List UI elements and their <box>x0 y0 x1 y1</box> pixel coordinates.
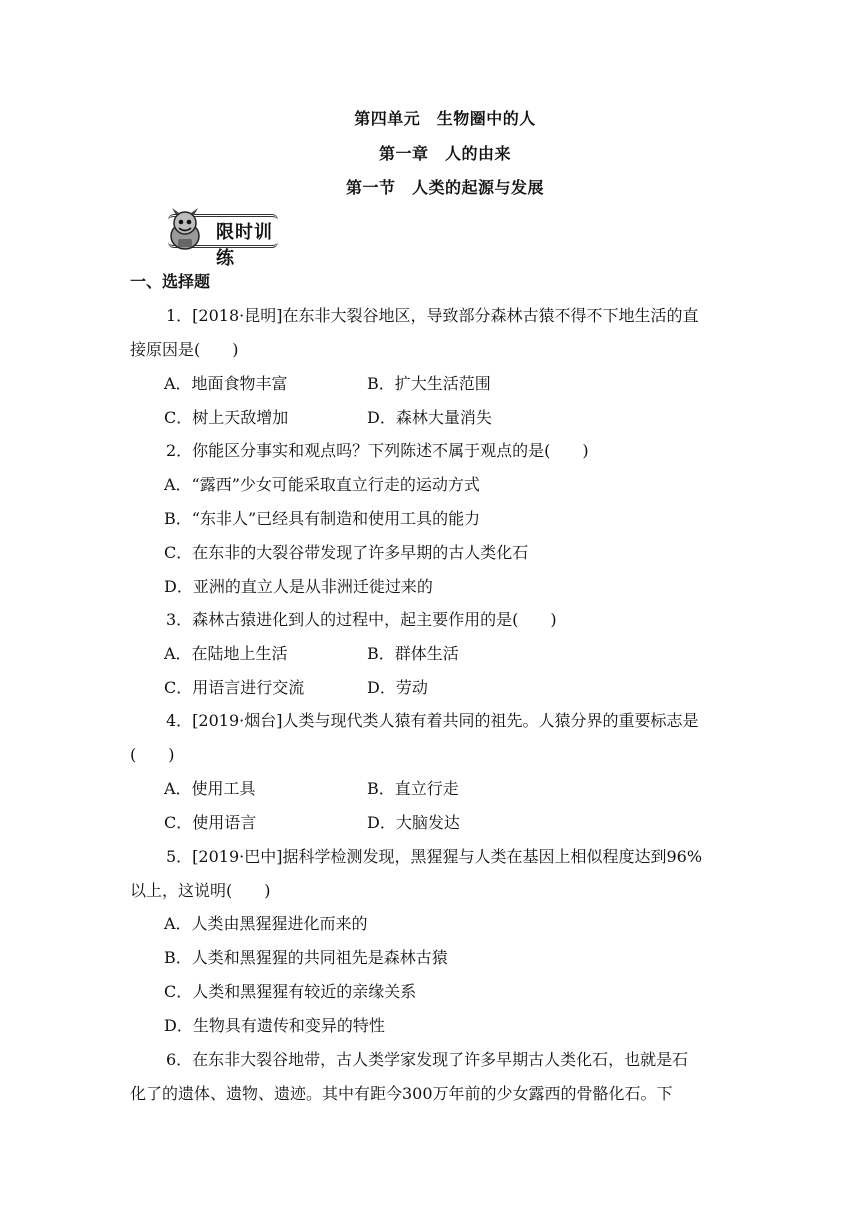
option-b: B．直立行走 <box>367 779 459 798</box>
option-a: A．“露西”少女可能采取直立行走的运动方式 <box>164 475 480 494</box>
option-a: A．使用工具 <box>164 779 256 798</box>
badge-label: 限时训练 <box>216 222 273 269</box>
option-b: B．人类和黑猩猩的共同祖先是森林古猿 <box>164 948 448 967</box>
option-c: C．人类和黑猩猩有较近的亲缘关系 <box>164 982 417 1001</box>
question-4-option-row <box>130 813 774 833</box>
question-2-line-1: 2．你能区分事实和观点吗？下列陈述不属于观点的是( ) <box>166 441 589 460</box>
option-c: C．用语言进行交流 <box>164 678 305 697</box>
cartoon-mascot-icon <box>162 206 208 252</box>
question-5-line-1: 5．[2019·巴中]据科学检测发现，黑猩猩与人类在基因上相似程度达到96% <box>166 847 703 866</box>
timed-practice-badge <box>160 204 282 269</box>
option-a: A．地面食物丰富 <box>164 374 288 393</box>
option-d: D．亚洲的直立人是从非洲迁徙过来的 <box>164 577 433 596</box>
option-b: B．“东非人”已经具有制造和使用工具的能力 <box>164 509 481 528</box>
question-3-option-row <box>130 678 774 698</box>
option-d: D．森林大量消失 <box>367 408 492 427</box>
question-3-line-1: 3．森林古猿进化到人的过程中，起主要作用的是( ) <box>166 610 557 629</box>
question-6-line-2: 化了的遗体、遗物、遗迹。其中有距今300万年前的少女露西的骨骼化石。下 <box>130 1084 673 1103</box>
option-a: A．人类由黑猩猩进化而来的 <box>164 914 368 933</box>
option-c: C．使用语言 <box>164 813 257 832</box>
option-d: D．生物具有遗传和变异的特性 <box>164 1016 385 1035</box>
question-4-option-row <box>130 779 774 799</box>
option-b: B．扩大生活范围 <box>367 374 491 393</box>
section-title: 第一节 人类的起源与发展 <box>345 178 544 197</box>
option-b: B．群体生活 <box>367 644 459 663</box>
question-1-line-2: 接原因是( ) <box>130 340 239 359</box>
chapter-title: 第一章 人的由来 <box>378 144 511 163</box>
question-6-line-1: 6．在东非大裂谷地带，古人类学家发现了许多早期古人类化石，也就是石 <box>166 1050 689 1069</box>
option-c: C．树上天敌增加 <box>164 408 289 427</box>
unit-title: 第四单元 生物圈中的人 <box>354 109 536 128</box>
question-4-line-1: 4．[2019·烟台]人类与现代类人猿有着共同的祖先。人猿分界的重要标志是 <box>166 711 699 730</box>
question-4-line-2: ( ) <box>130 745 175 764</box>
question-1-line-1: 1．[2018·昆明]在东非大裂谷地区，导致部分森林古猿不得不下地生活的直 <box>166 306 699 325</box>
question-5-line-2: 以上，这说明( ) <box>130 881 271 900</box>
option-d: D．劳动 <box>367 678 428 697</box>
question-3-option-row <box>130 644 774 664</box>
question-1-option-row <box>130 374 774 394</box>
option-d: D．大脑发达 <box>367 813 460 832</box>
question-1-option-row <box>130 408 774 428</box>
part-title: 一、选择题 <box>130 272 211 291</box>
option-c: C．在东非的大裂谷带发现了许多早期的古人类化石 <box>164 543 529 562</box>
option-a: A．在陆地上生活 <box>164 644 288 663</box>
